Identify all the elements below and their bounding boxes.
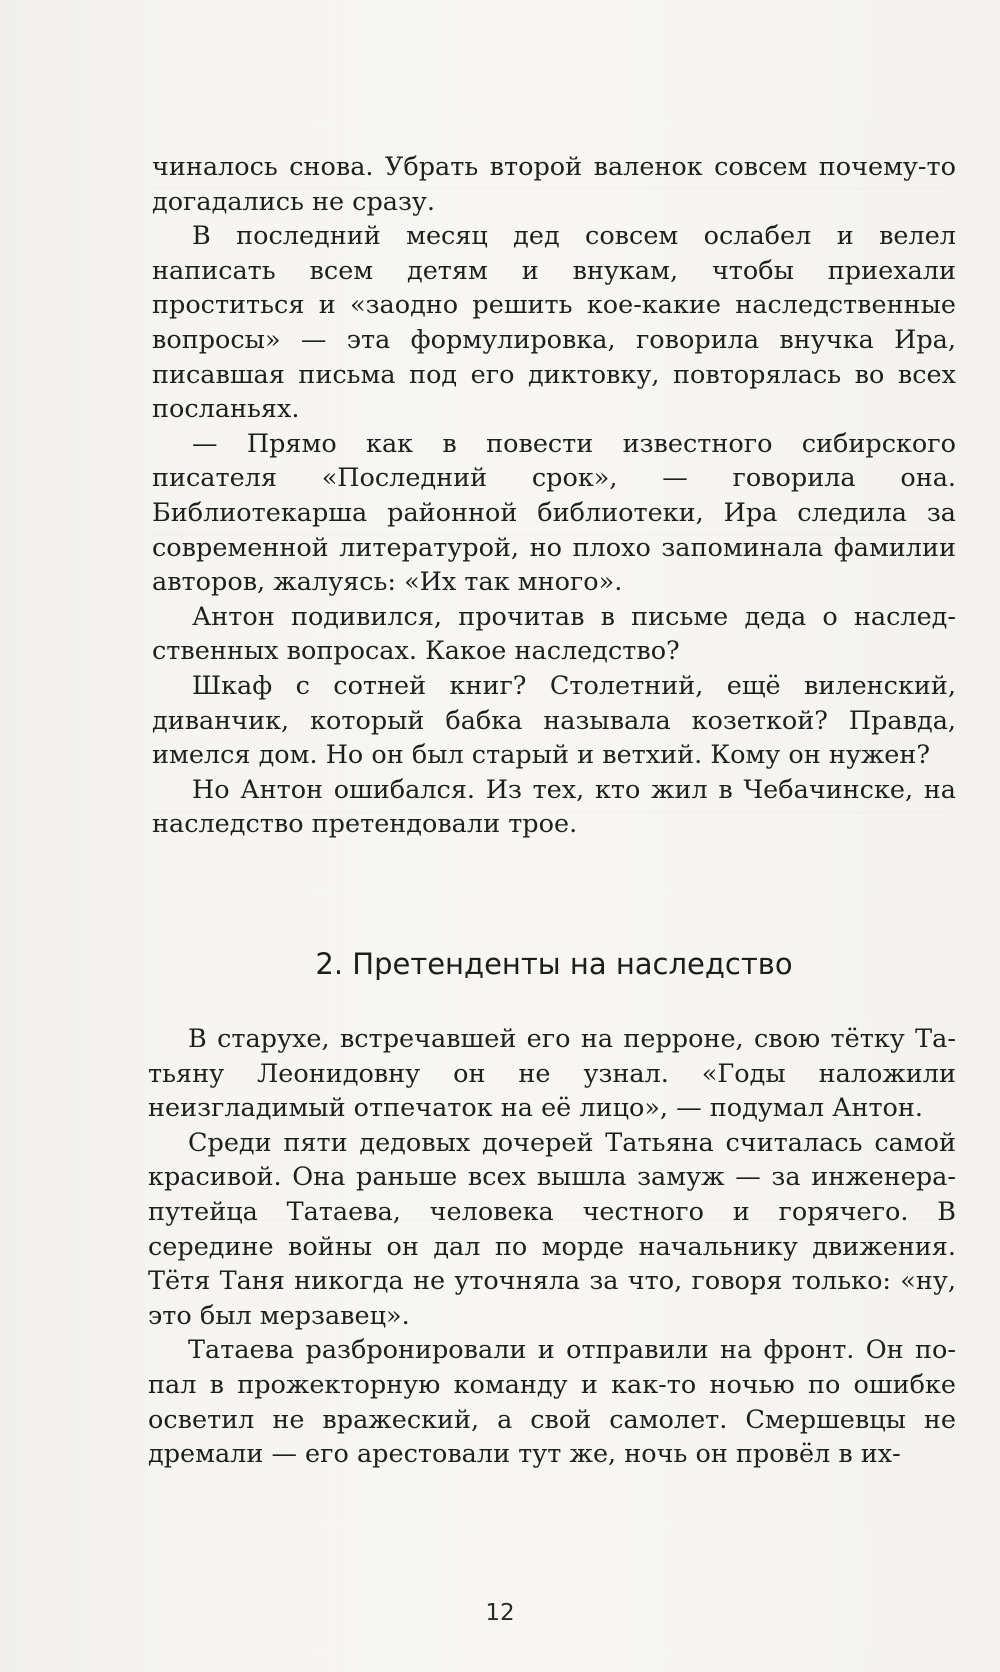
paragraph: Среди пяти дедовых дочерей Татьяна считалась самой красивой. Она раньше всех вышла замуж — за инженера-путейца Татаева, человека честного и горячего. В середине войны он дал по морде начальнику движения. Тётя Таня никогда не уточняла за что, говоря только: «ну, это был мерзавец». <box>148 1127 956 1331</box>
paragraph: В последний месяц дед совсем ослабел и велел написать всем детям и внукам, чтобы приехали проститься и «заодно решить кое-какие наследственные вопросы» — эта формулировка, говорила внучка Ира, писавшая письма под его диктовку, повторялась во всех посланьях. <box>152 221 956 425</box>
paragraph: Татаева разбронировали и отправили на фронт. Он попал в прожекторную команду и как-то ночью по ошибке осветил не вражеский, а свой самолет. Смершевцы не дремали — его арестовали тут же, ночь он провёл в их- <box>148 1335 956 1470</box>
section-heading: 2. Претенденты на наследство <box>315 947 793 981</box>
page-number: 12 <box>485 1600 515 1626</box>
paragraph-continuation: чиналось снова. Убрать второй валенок совсем почему-то догадались не сразу. <box>152 152 956 217</box>
paragraph: Но Антон ошибался. Из тех, кто жил в Чебачинске, на наследство претендовали трое. <box>152 774 956 840</box>
paragraph: В старухе, встречавшей его на перроне, свою тётку Татьяну Леонидовну он не узнал. «Годы наложили неизгладимый отпечаток на её лицо», — подумал Антон. <box>148 1024 956 1124</box>
body-text-bottom <box>148 1022 956 1472</box>
body-text-top <box>152 150 956 842</box>
paragraph: Шкаф с сотней книг? Столетний, ещё виленский, диванчик, который бабка называла козеткой? Правда, имелся дом. Но он был старый и ветхий. Кому он нужен? <box>152 670 956 771</box>
paragraph: — Прямо как в повести известного сибирского писателя «Последний срок», — говорила она. Библиотекарша районной библиотеки, Ира следила за современной литературой, но плохо запоминала фамилии авторов, жалуясь: «Их так много». <box>152 428 956 598</box>
paragraph: Антон подивился, прочитав в письме деда о наследственных вопросах. Какое наследство? <box>152 601 956 667</box>
